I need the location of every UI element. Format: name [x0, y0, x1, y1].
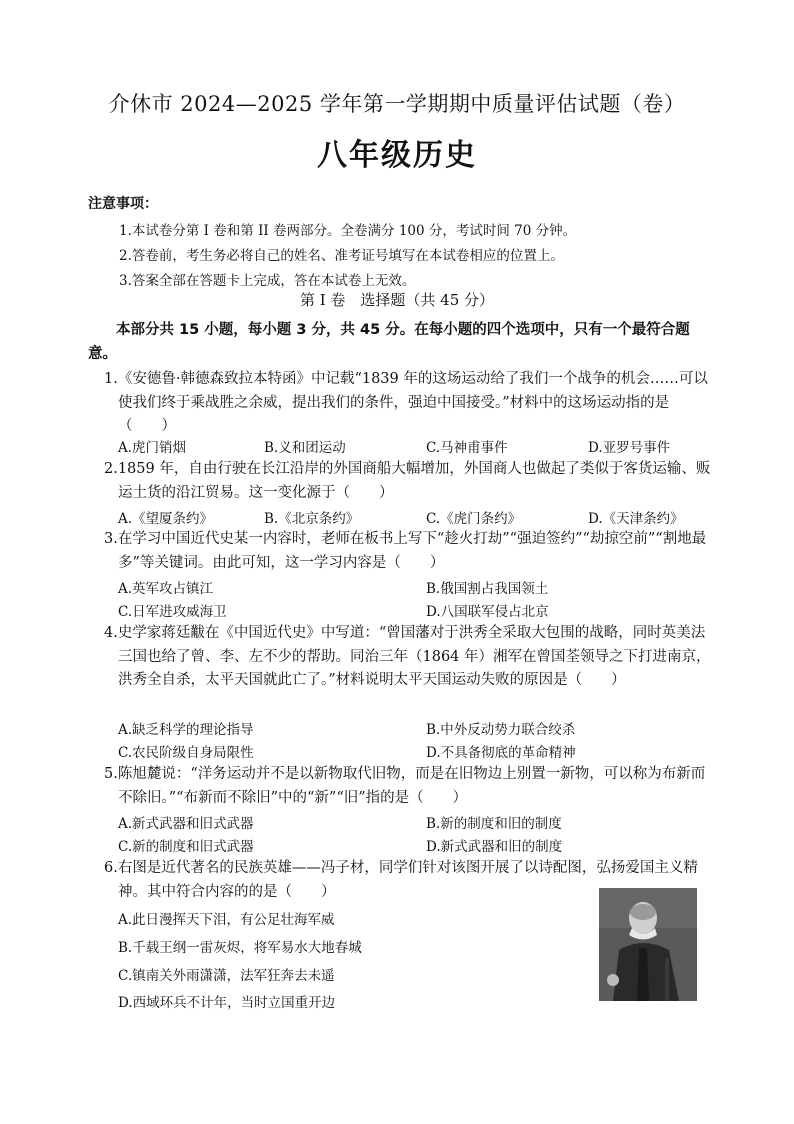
question-3-option-a: A.英军攻占镇江	[118, 581, 214, 597]
question-5-option-b: B.新的制度和旧的制度	[426, 816, 562, 832]
question-2-option-a: A.《望厦条约》	[118, 511, 214, 527]
question-4	[104, 622, 714, 693]
question-stem: 5.陈旭麓说：“洋务运动并不是以新物取代旧物，而是在旧物边上别置一新物，可以称为布新而不除旧。”“布新而不除旧”中的“新”“旧”指的是（ ）	[104, 766, 706, 806]
question-2	[104, 458, 714, 505]
question-4-option-d: D.不具备彻底的革命精神	[426, 745, 576, 761]
question-3-option-c: C.日军进攻威海卫	[118, 604, 227, 620]
notice-item-2: 2.答卷前，考生务必将自己的姓名、准考证号填写在本试卷相应的位置上。	[119, 248, 564, 264]
question-1	[104, 368, 714, 439]
question-6-option-c: C.镇南关外雨潇潇，法军狂奔去未遥	[118, 968, 335, 984]
exam-subject: 八年级历史	[317, 138, 477, 173]
question-3-option-d: D.八国联军侵占北京	[426, 604, 549, 620]
question-5	[104, 763, 714, 810]
question-stem: 4.史学家蒋廷黻在《中国近代史》中写道：“曾国藩对于洪秀全采取大包围的战略，同时英美法三国也给了曾、李、左不少的帮助。同治三年（1864 年）湘军在曾国荃领导之下打进南京，洪秀全自杀，太平天国就此亡了。”材料说明太平天国运动失败的原因是（ ）	[104, 625, 711, 688]
question-1-option-c: C.马神甫事件	[426, 440, 508, 456]
question-1-option-b: B.义和团运动	[264, 440, 346, 456]
portrait-photo	[599, 888, 697, 1001]
question-4-option-c: C.农民阶级自身局限性	[118, 745, 254, 761]
question-3	[104, 528, 714, 575]
question-6-option-d: D.西域环兵不计年，当时立国重开边	[118, 995, 336, 1011]
portrait-figure-icon	[599, 888, 697, 1001]
section-instructions: 本部分共 15 小题，每小题 3 分，共 45 分。在每小题的四个选项中，只有一个最符合题意。	[88, 322, 690, 362]
question-stem: 6.右图是近代著名的民族英雄——冯子材，同学们针对该图开展了以诗配图，弘扬爱国主义精神。其中符合内容的的是（ ）	[104, 860, 698, 900]
question-stem: 1.《安德鲁·韩德森致拉本特函》中记载“1839 年的这场运动给了我们一个战争的机会……可以使我们终于乘战胜之余威，提出我们的条件，强迫中国接受。”材料中的这场运动指的是（ ）	[104, 371, 708, 434]
question-5-option-d: D.新式武器和旧的制度	[426, 839, 563, 855]
question-5-option-a: A.新式武器和旧式武器	[118, 816, 254, 832]
notice-item-3: 3.答案全部在答题卡上完成，答在本试卷上无效。	[119, 273, 416, 289]
question-6-option-a: A.此日漫挥天下泪，有公足壮海军威	[118, 912, 335, 928]
question-3-option-b: B.俄国割占我国领土	[426, 581, 549, 597]
question-2-option-d: D.《天津条约》	[588, 511, 684, 527]
section-heading: 第 I 卷 选择题（共 45 分）	[299, 291, 495, 309]
notice-heading: 注意事项：	[88, 196, 158, 212]
notice-item-1: 1.本试卷分第 I 卷和第 II 卷两部分。全卷满分 100 分，考试时间 70 分钟。	[119, 223, 577, 239]
question-4-option-b: B.中外反动势力联合绞杀	[426, 722, 576, 738]
question-1-option-a: A.虎门销烟	[118, 440, 187, 456]
question-stem: 2.1859 年，自由行驶在长江沿岸的外国商船大幅增加，外国商人也做起了类似于客货运输、贩运土货的沿江贸易。这一变化源于（ ）	[104, 461, 711, 501]
question-4-option-a: A.缺乏科学的理论指导	[118, 722, 254, 738]
question-1-option-d: D.亚罗号事件	[588, 440, 671, 456]
question-stem: 3.在学习中国近代史某一内容时，老师在板书上写下“趁火打劫”“强迫签约”“劫掠空前”“割地最多”等关键词。由此可知，这一学习内容是（ ）	[104, 531, 707, 571]
question-2-option-b: B.《北京条约》	[264, 511, 360, 527]
exam-title: 介休市 2024—2025 学年第一学期期中质量评估试题（卷）	[108, 92, 686, 116]
question-2-option-c: C.《虎门条约》	[426, 511, 522, 527]
question-5-option-c: C.新的制度和旧式武器	[118, 839, 254, 855]
question-6-option-b: B.千载王纲一雷灰烬，将军易水大地春城	[118, 940, 362, 956]
